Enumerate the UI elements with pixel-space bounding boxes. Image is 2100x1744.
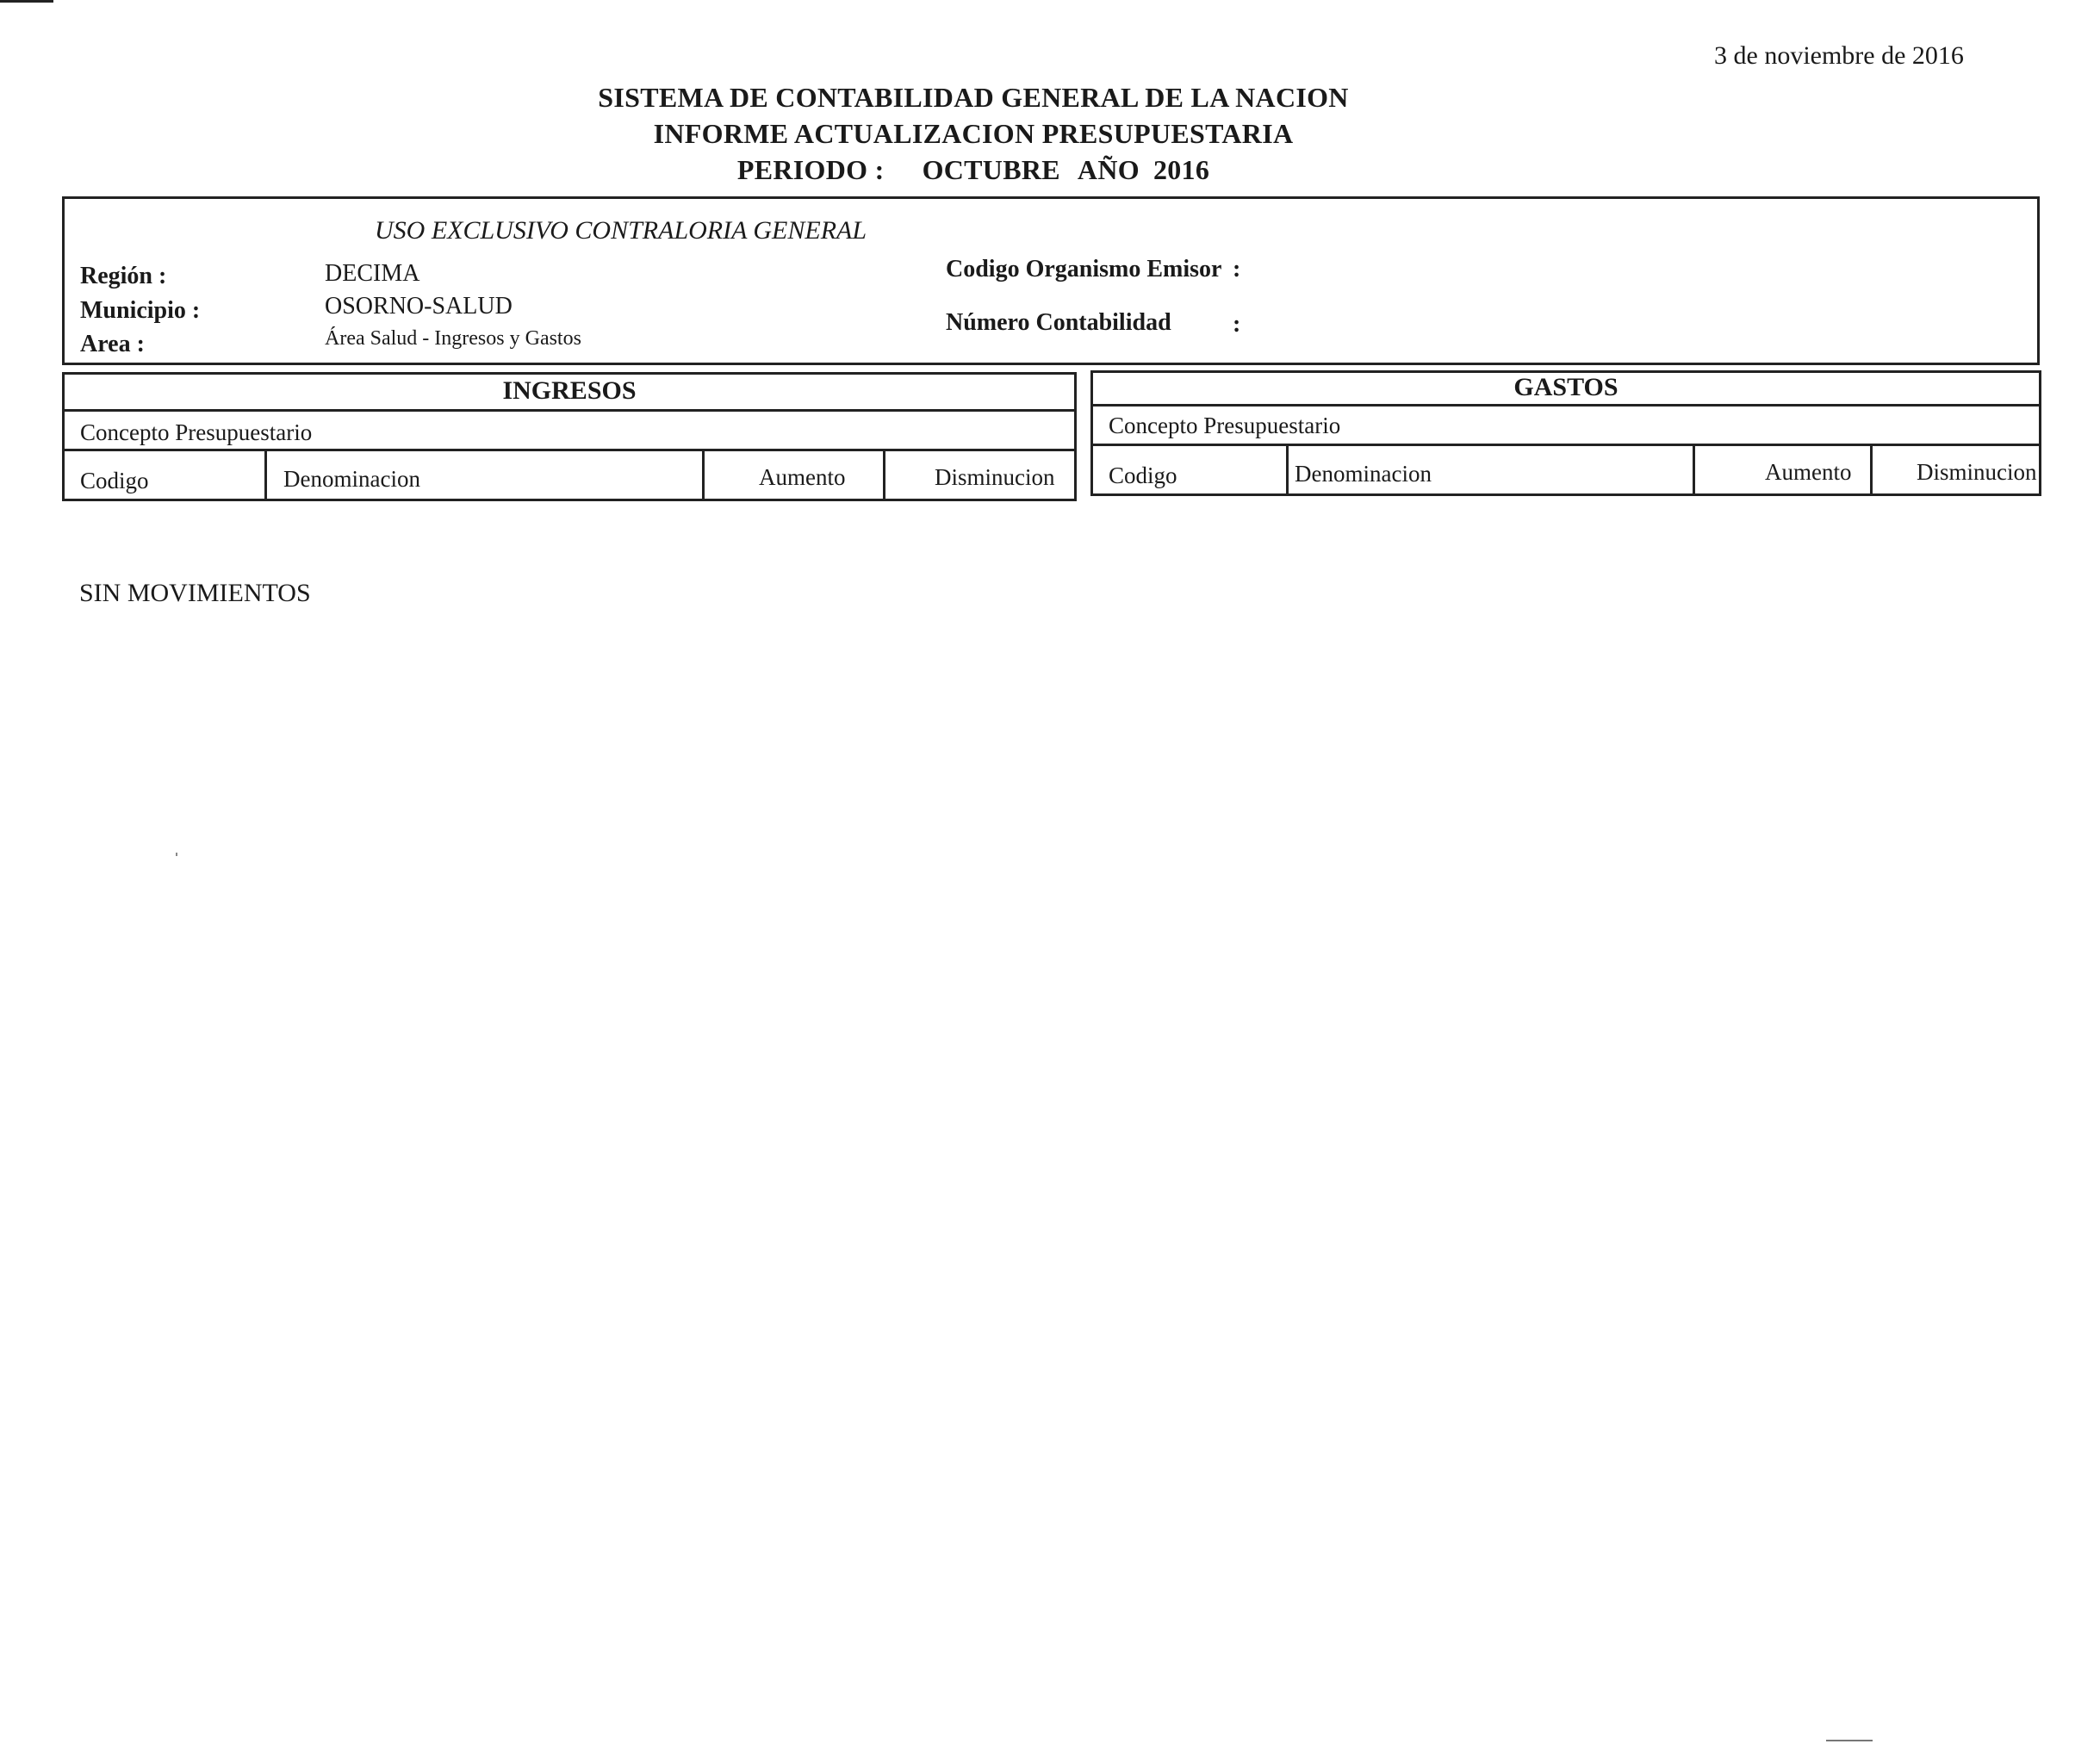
ingresos-col-denominacion: Denominacion bbox=[283, 466, 420, 492]
ingresos-col-aumento: Aumento bbox=[759, 464, 846, 490]
header-info-box bbox=[62, 196, 2040, 365]
area-label: Area : bbox=[80, 331, 145, 357]
periodo-year-label: AÑO bbox=[1077, 154, 1140, 185]
ingresos-concepto: Concepto Presupuestario bbox=[80, 419, 313, 445]
sin-movimientos-text: SIN MOVIMIENTOS bbox=[79, 579, 311, 607]
gastos-col-denominacion: Denominacion bbox=[1295, 461, 1432, 487]
ingresos-table bbox=[62, 372, 1077, 501]
gastos-col-codigo: Codigo bbox=[1109, 462, 1177, 488]
gastos-divider-1 bbox=[1093, 404, 2039, 407]
area-value: Área Salud - Ingresos y Gastos bbox=[325, 327, 581, 350]
gastos-divider-2 bbox=[1093, 444, 2039, 446]
title-line-2: INFORME ACTUALIZACION PRESUPUESTARIA bbox=[653, 118, 1294, 149]
ingresos-divider-1 bbox=[65, 409, 1074, 412]
ingresos-divider-2 bbox=[65, 449, 1074, 451]
municipio-value: OSORNO-SALUD bbox=[325, 293, 513, 320]
gastos-col-disminucion: Disminucion bbox=[1917, 459, 2037, 485]
gastos-col-aumento: Aumento bbox=[1765, 459, 1852, 485]
corner-mark bbox=[0, 0, 53, 3]
ingresos-col-sep-2 bbox=[702, 449, 705, 499]
periodo-year: 2016 bbox=[1153, 154, 1210, 185]
gastos-title: GASTOS bbox=[1513, 373, 1618, 401]
ingresos-title: INGRESOS bbox=[502, 376, 637, 405]
ingresos-col-codigo: Codigo bbox=[80, 468, 149, 493]
numero-contabilidad-colon: : bbox=[1233, 311, 1241, 338]
municipio-label: Municipio : bbox=[80, 297, 201, 324]
periodo-label: PERIODO : bbox=[736, 154, 885, 185]
ingresos-col-disminucion: Disminucion bbox=[935, 464, 1055, 490]
gastos-col-sep-2 bbox=[1693, 444, 1695, 493]
report-title bbox=[431, 79, 1516, 188]
ingresos-col-sep-1 bbox=[264, 449, 267, 499]
gastos-col-sep-3 bbox=[1870, 444, 1873, 493]
uso-exclusivo-label: USO EXCLUSIVO CONTRALORIA GENERAL bbox=[375, 216, 867, 245]
title-line-1: SISTEMA DE CONTABILIDAD GENERAL DE LA NACION bbox=[598, 82, 1349, 113]
gastos-table bbox=[1090, 370, 2041, 496]
region-label: Región : bbox=[80, 263, 167, 289]
title-periodo bbox=[431, 152, 1516, 188]
report-date: 3 de noviembre de 2016 bbox=[1714, 41, 1964, 70]
periodo-month: OCTUBRE bbox=[922, 154, 1060, 185]
gastos-concepto: Concepto Presupuestario bbox=[1109, 413, 1341, 438]
footer-mark bbox=[1826, 1740, 1873, 1741]
region-value: DECIMA bbox=[325, 260, 420, 287]
ingresos-col-sep-3 bbox=[883, 449, 885, 499]
codigo-organismo-label: Codigo Organismo Emisor bbox=[946, 256, 1222, 282]
gastos-col-sep-1 bbox=[1286, 444, 1289, 493]
codigo-organismo-colon: : bbox=[1233, 256, 1241, 282]
scan-speck bbox=[176, 853, 177, 856]
numero-contabilidad-label: Número Contabilidad bbox=[946, 309, 1171, 336]
